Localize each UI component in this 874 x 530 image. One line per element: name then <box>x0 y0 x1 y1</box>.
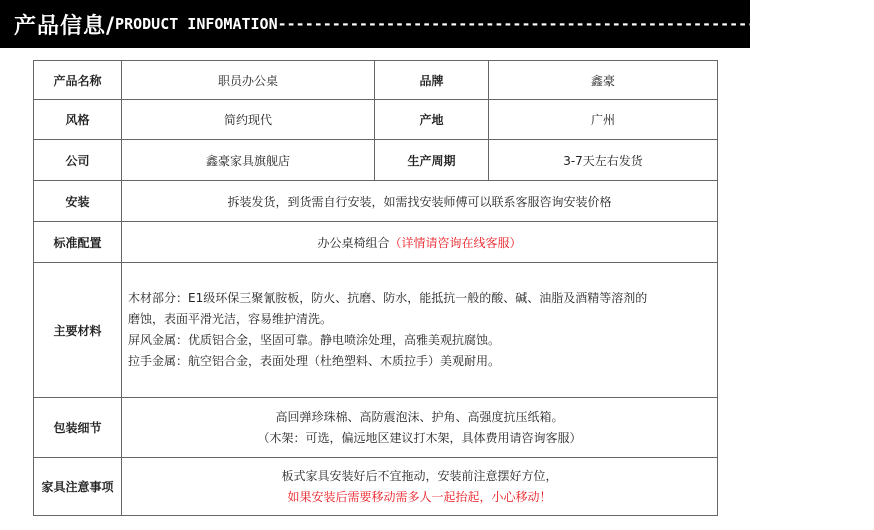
install-label: 安装 <box>34 181 122 222</box>
standard-config-cell <box>122 222 718 263</box>
material-line-4: 拉手金属：航空铝合金，表面处理（杜绝塑料、木质拉手）美观耐用。 <box>128 354 501 368</box>
section-header <box>0 0 874 48</box>
install-value: 拆装发货，到货需自行安装，如需找安装师傅可以联系客服咨询安装价格 <box>122 181 718 222</box>
packing-line-1: 高回弹珍珠棉、高防震泡沫、护角、高强度抗压纸箱。 <box>275 409 564 424</box>
standard-config-value: 办公桌椅组合 <box>317 235 390 250</box>
table-row <box>34 100 718 140</box>
product-info-table <box>33 60 718 516</box>
notice-label: 家具注意事项 <box>34 458 122 516</box>
packing-detail <box>122 398 718 458</box>
packing-line-2: （木架：可选，偏远地区建议打木架，具体费用请咨询客服） <box>257 430 582 445</box>
standard-config-label: 标准配置 <box>34 222 122 263</box>
brand-label: 品牌 <box>375 61 489 100</box>
header-title-cn: 产品信息/ <box>14 13 116 39</box>
material-line-1: 木材部分：E1级环保三聚氰胺板，防火、抗磨、防水，能抵抗一般的酸、碱、油脂及酒精等溶剂的 <box>128 291 648 305</box>
company-value: 鑫豪家具旗舰店 <box>122 140 375 181</box>
origin-value: 广州 <box>489 100 718 140</box>
notice-line-2-warning: 如果安装后需要移动需多人一起抬起，小心移动！ <box>287 489 552 504</box>
company-label: 公司 <box>34 140 122 181</box>
material-label: 主要材料 <box>34 263 122 398</box>
table-row <box>34 140 718 181</box>
style-label: 风格 <box>34 100 122 140</box>
standard-config-note: （详情请咨询在线客服） <box>389 235 522 250</box>
product-name-label: 产品名称 <box>34 61 122 100</box>
packing-label: 包装细节 <box>34 398 122 458</box>
table-row <box>34 181 718 222</box>
material-line-2: 磨蚀，表面平滑光洁，容易维护清洗。 <box>128 312 333 326</box>
brand-value: 鑫豪 <box>489 61 718 100</box>
notice-line-1: 板式家具安装好后不宜拖动，安装前注意摆好方位， <box>281 468 558 483</box>
product-name-value: 职员办公桌 <box>122 61 375 100</box>
header-title-en: PRODUCT INFOMATION <box>115 15 278 33</box>
table-row <box>34 222 718 263</box>
material-detail <box>122 263 718 398</box>
origin-label: 产地 <box>375 100 489 140</box>
production-cycle-label: 生产周期 <box>375 140 489 181</box>
production-cycle-value: 3-7天左右发货 <box>489 140 718 181</box>
table-row <box>34 61 718 100</box>
notice-detail <box>122 458 718 516</box>
header-dash-rule: ------------------------------------------------------------------ <box>277 15 874 33</box>
table-row <box>34 458 718 516</box>
material-line-3: 屏风金属：优质铝合金，坚固可靠。静电喷涂处理，高雅美观抗腐蚀。 <box>128 333 501 347</box>
table-row <box>34 263 718 398</box>
style-value: 简约现代 <box>122 100 375 140</box>
table-row <box>34 398 718 458</box>
